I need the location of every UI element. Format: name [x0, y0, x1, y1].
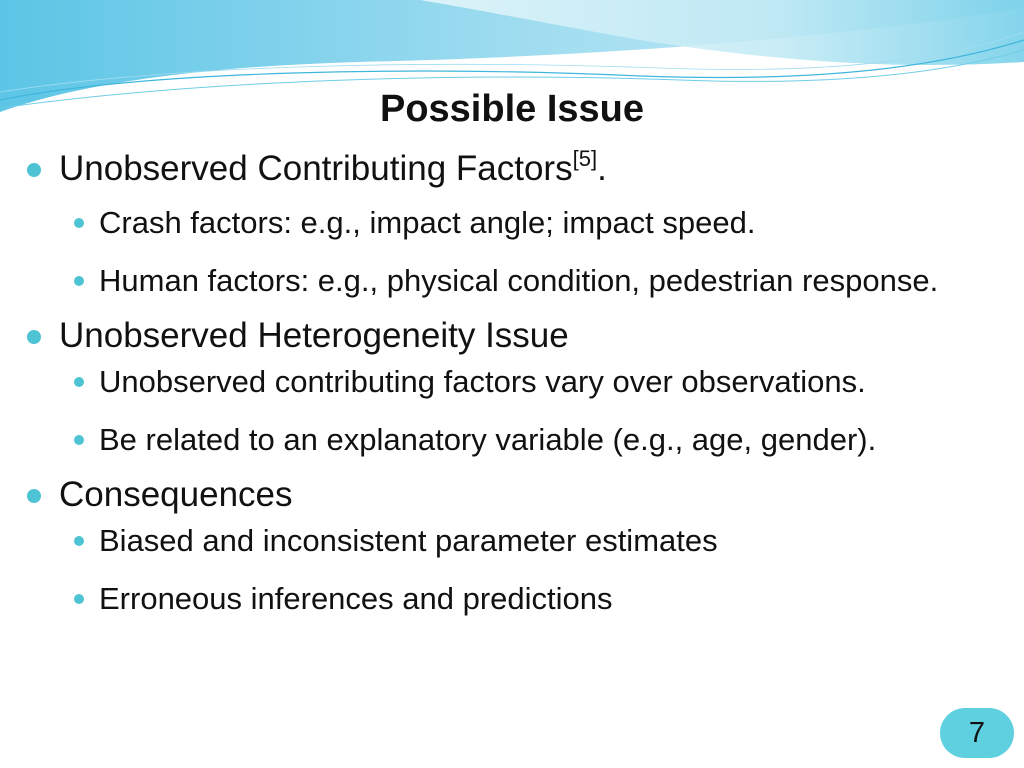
sub-bullet-icon	[74, 435, 84, 445]
sub-bullet-text: Be related to an explanatory variable (e.g., age, gender).	[99, 422, 877, 457]
sub-bullet-icon	[74, 594, 84, 604]
bullet-item-unobserved-contributing-factors	[22, 146, 1002, 192]
sub-bullet-text: Crash factors: e.g., impact angle; impact speed.	[99, 205, 756, 240]
sub-bullet-item	[22, 578, 1002, 619]
bullet-text: Unobserved Contributing Factors	[59, 149, 573, 188]
bullet-icon	[27, 489, 41, 503]
sub-bullet-text: Erroneous inferences and predictions	[99, 581, 613, 616]
sub-bullet-item	[22, 361, 1002, 402]
citation-superscript: [5]	[572, 146, 598, 171]
sub-bullet-text: Biased and inconsistent parameter estimates	[99, 523, 718, 558]
sub-bullet-text: Unobserved contributing factors vary over observations.	[99, 364, 866, 399]
sub-bullet-icon	[74, 536, 84, 546]
bullet-text: Consequences	[59, 475, 293, 514]
sub-bullet-item	[22, 520, 1002, 561]
sub-bullet-icon	[74, 218, 84, 228]
bullet-list	[22, 140, 1002, 619]
sub-bullet-icon	[74, 377, 84, 387]
page-number-badge: 7	[940, 708, 1014, 758]
sub-bullet-icon	[74, 276, 84, 286]
sub-bullet-item	[22, 419, 1002, 460]
bullet-item-unobserved-heterogeneity	[22, 313, 1002, 359]
slide-title: Possible Issue	[379, 88, 644, 130]
bullet-suffix: .	[597, 149, 607, 188]
bullet-icon	[27, 163, 41, 177]
bullet-text: Unobserved Heterogeneity Issue	[59, 316, 569, 355]
bullet-item-consequences	[22, 472, 1002, 518]
sub-bullet-item	[22, 202, 1002, 243]
sub-bullet-text: Human factors: e.g., physical condition, pedestrian response.	[99, 263, 939, 298]
sub-bullet-item	[22, 260, 1002, 301]
bullet-icon	[27, 330, 41, 344]
